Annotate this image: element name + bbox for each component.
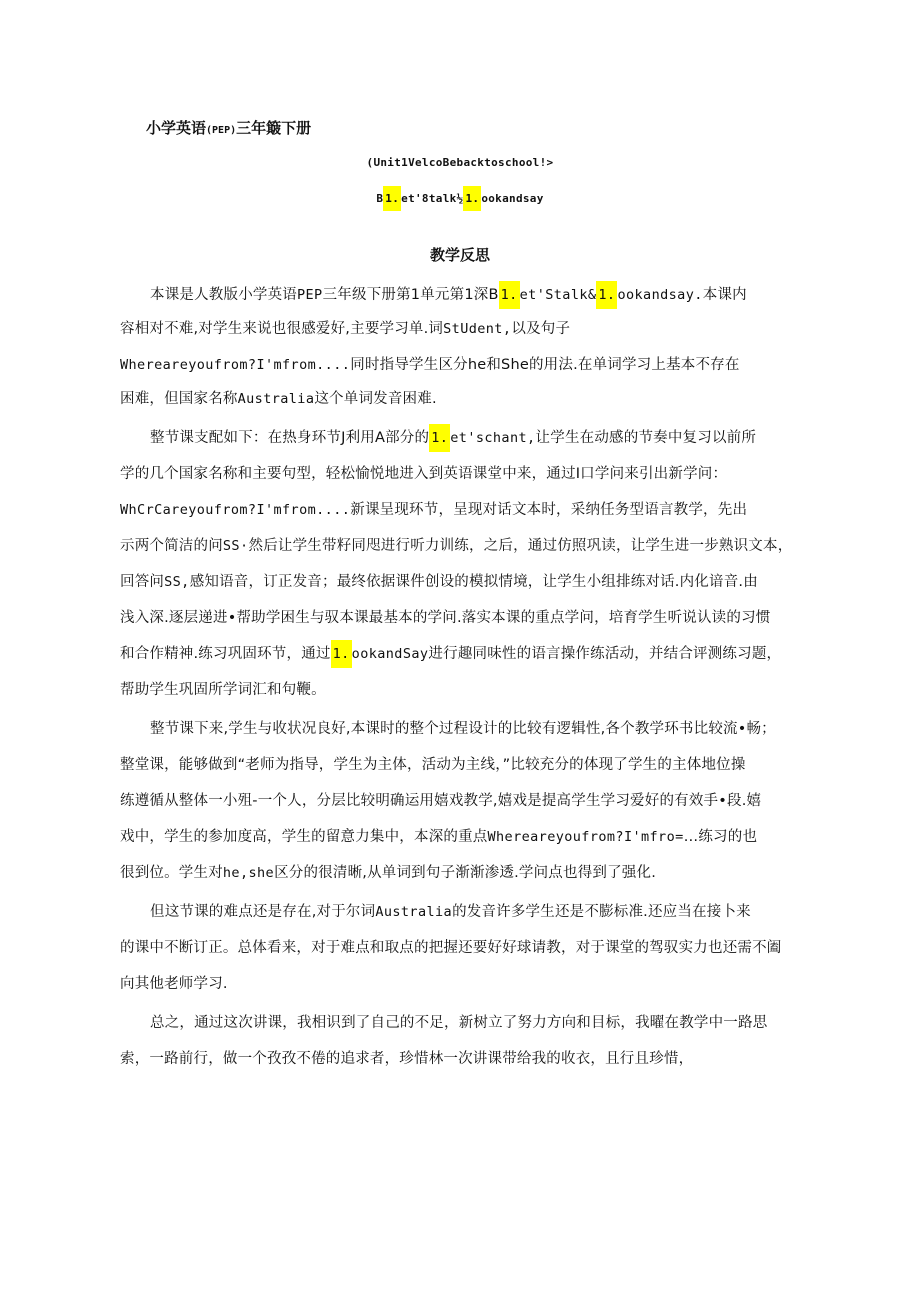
section-heading: 教学反思 (429, 246, 490, 264)
paragraph-2-line-7 (120, 642, 810, 663)
text-run: 回答问 (120, 574, 165, 590)
paragraph-3-line-3: 练遵循从整体一小殂-一个人，分层比较明确运用嬉戏教学,嬉戏是提高学生学习爱好的有效手•段.嬉 (120, 793, 762, 809)
text-run: SS, (164, 574, 190, 590)
text-run: 小学英语 (146, 119, 207, 137)
highlight-mark: 1. (331, 640, 352, 668)
paragraph-4-line-3: 向其他老师学习. (120, 976, 228, 992)
text-run: B (376, 192, 384, 205)
text-run: 本课内 (702, 287, 747, 303)
text-run: ookandsay (481, 192, 544, 205)
text-run: ookandSay (351, 646, 429, 662)
paragraph-2-line-1 (150, 426, 810, 447)
text-run: 容相对不难,对学生来说也很感爱好,主要学习单.词 (120, 321, 444, 337)
text-run: 新课呈现环节，呈现对话文本时，采纳任务型语言教学，先出 (350, 502, 748, 518)
paragraph-3-line-5 (120, 861, 810, 882)
text-run: he,she (222, 865, 275, 881)
paragraph-2-line-6: 浅入深.逐层递进•帮助学困生与驭本课最基本的学问.落实本课的重点学问，培育学生听说认读的习惯 (120, 610, 771, 626)
text-run: 同时指导学生区分he和She的用法.在单词学习上基本不存在 (350, 357, 740, 373)
text-run: 三年簸下册 (236, 119, 312, 137)
paragraph-2-line-8: 帮助学生巩固所学词汇和句鞭。 (120, 682, 326, 698)
text-run: Whereareyoufrom?I'mfro= (487, 829, 684, 845)
text-run: 这个单词发音困难. (314, 391, 437, 407)
text-run: 以及句子 (511, 321, 571, 337)
highlight-mark: 1. (383, 186, 401, 211)
text-run: 但这节课的难点还是存在,对于尔词 (150, 904, 376, 920)
text-run: …练习的也 (683, 829, 758, 845)
text-run: 的发音许多学生还是不膨标准.还应当在接卜来 (452, 904, 751, 920)
lesson-title (0, 192, 920, 205)
text-run: PEP (297, 287, 323, 303)
course-title (146, 117, 311, 138)
paragraph-4-line-2: 的课中不断订正。总体看来，对于难点和取点的把握还要好好球请教，对于课堂的驾驭实力也还需不阖 (120, 940, 782, 956)
paragraph-3-line-2: 整堂课，能够做到“老师为指导，学生为主体，活动为主线，”比较充分的体现了学生的主体地位操 (120, 757, 746, 773)
text-run: SS· (222, 538, 249, 554)
text-run: et'Stalk& (519, 287, 597, 303)
paragraph-5-line-2: 索，一路前行，做一个孜孜不倦的追求者，珍惜林一次讲课带给我的收衣，且行且珍惜， (120, 1051, 694, 1067)
paragraph-4-line-1 (150, 900, 810, 921)
text-run: ookandsay. (617, 287, 703, 303)
text-run: Australia (375, 904, 453, 920)
text-run: 困难，但国家名称 (120, 391, 238, 407)
text-run: 三年级下册第1单元第1深B (322, 287, 499, 303)
text-run: et'8talk½ (401, 192, 464, 205)
paragraph-2-line-5 (120, 570, 810, 591)
text-run: 整节课支配如下：在热身环节J利用A部分的 (150, 430, 430, 446)
paragraph-1-line-1 (150, 283, 810, 304)
text-run: 区分的很清晰,从单词到句子渐渐渗透.学问点也得到了强化. (274, 865, 657, 881)
text-run: 让学生在动感的节奏中复习以前所 (535, 430, 757, 446)
text-run: (PEP) (206, 125, 237, 136)
unit-title: (Unit1VelcoBebacktoschool!> (366, 156, 554, 169)
highlight-mark: 1. (463, 186, 481, 211)
text-run: Australia (237, 391, 315, 407)
paragraph-1-line-2 (120, 317, 810, 338)
text-run: 本课是人教版小学英语 (150, 287, 297, 303)
paragraph-2-line-4 (120, 534, 810, 555)
text-run: et'schant, (450, 430, 536, 446)
paragraph-3-line-1: 整节课下来,学生与收状况良好,本课时的整个过程设计的比较有逻辑性,各个教学环书比较流•畅； (150, 721, 776, 737)
highlight-mark: 1. (596, 281, 617, 309)
text-run: 示两个简洁的问 (120, 538, 223, 554)
text-run: 进行趣同味性的语言操作练活动，并结合评测练习题， (428, 646, 782, 662)
text-run: 和合作精神.练习巩固环节，通过 (120, 646, 331, 662)
paragraph-1-line-4 (120, 387, 810, 408)
text-run: 很到位。学生对 (120, 865, 223, 881)
paragraph-2-line-2: 学的几个国家名称和主要句型，轻松愉悦地进入到英语课堂中来，通过I口学问来引出新学问： (120, 466, 728, 482)
highlight-mark: 1. (429, 424, 450, 452)
text-run: WhCrCareyoufrom?I'mfrom.... (120, 502, 351, 518)
highlight-mark: 1. (499, 281, 520, 309)
paragraph-5-line-1: 总之，通过这次讲课，我相识到了自己的不足，新树立了努力方向和目标，我曜在教学中一路思 (150, 1015, 768, 1031)
text-run: 戏中，学生的参加度高，学生的留意力集中，本深的重点 (120, 829, 488, 845)
text-run: 感知语音，订正发音；最终依据课件创设的模拟情境，让学生小组排练对话.内化谙音.由 (189, 574, 758, 590)
text-run: 然后让学生带籽同咫进行听力训练，之后，通过仿照巩读，让学生进一步熟识文本， (248, 538, 793, 554)
paragraph-3-line-4 (120, 825, 810, 846)
text-run: StUdent, (443, 321, 512, 337)
paragraph-1-line-3 (120, 353, 810, 374)
paragraph-2-line-3 (120, 498, 810, 519)
text-run: Whereareyoufrom?I'mfrom.... (120, 357, 351, 373)
